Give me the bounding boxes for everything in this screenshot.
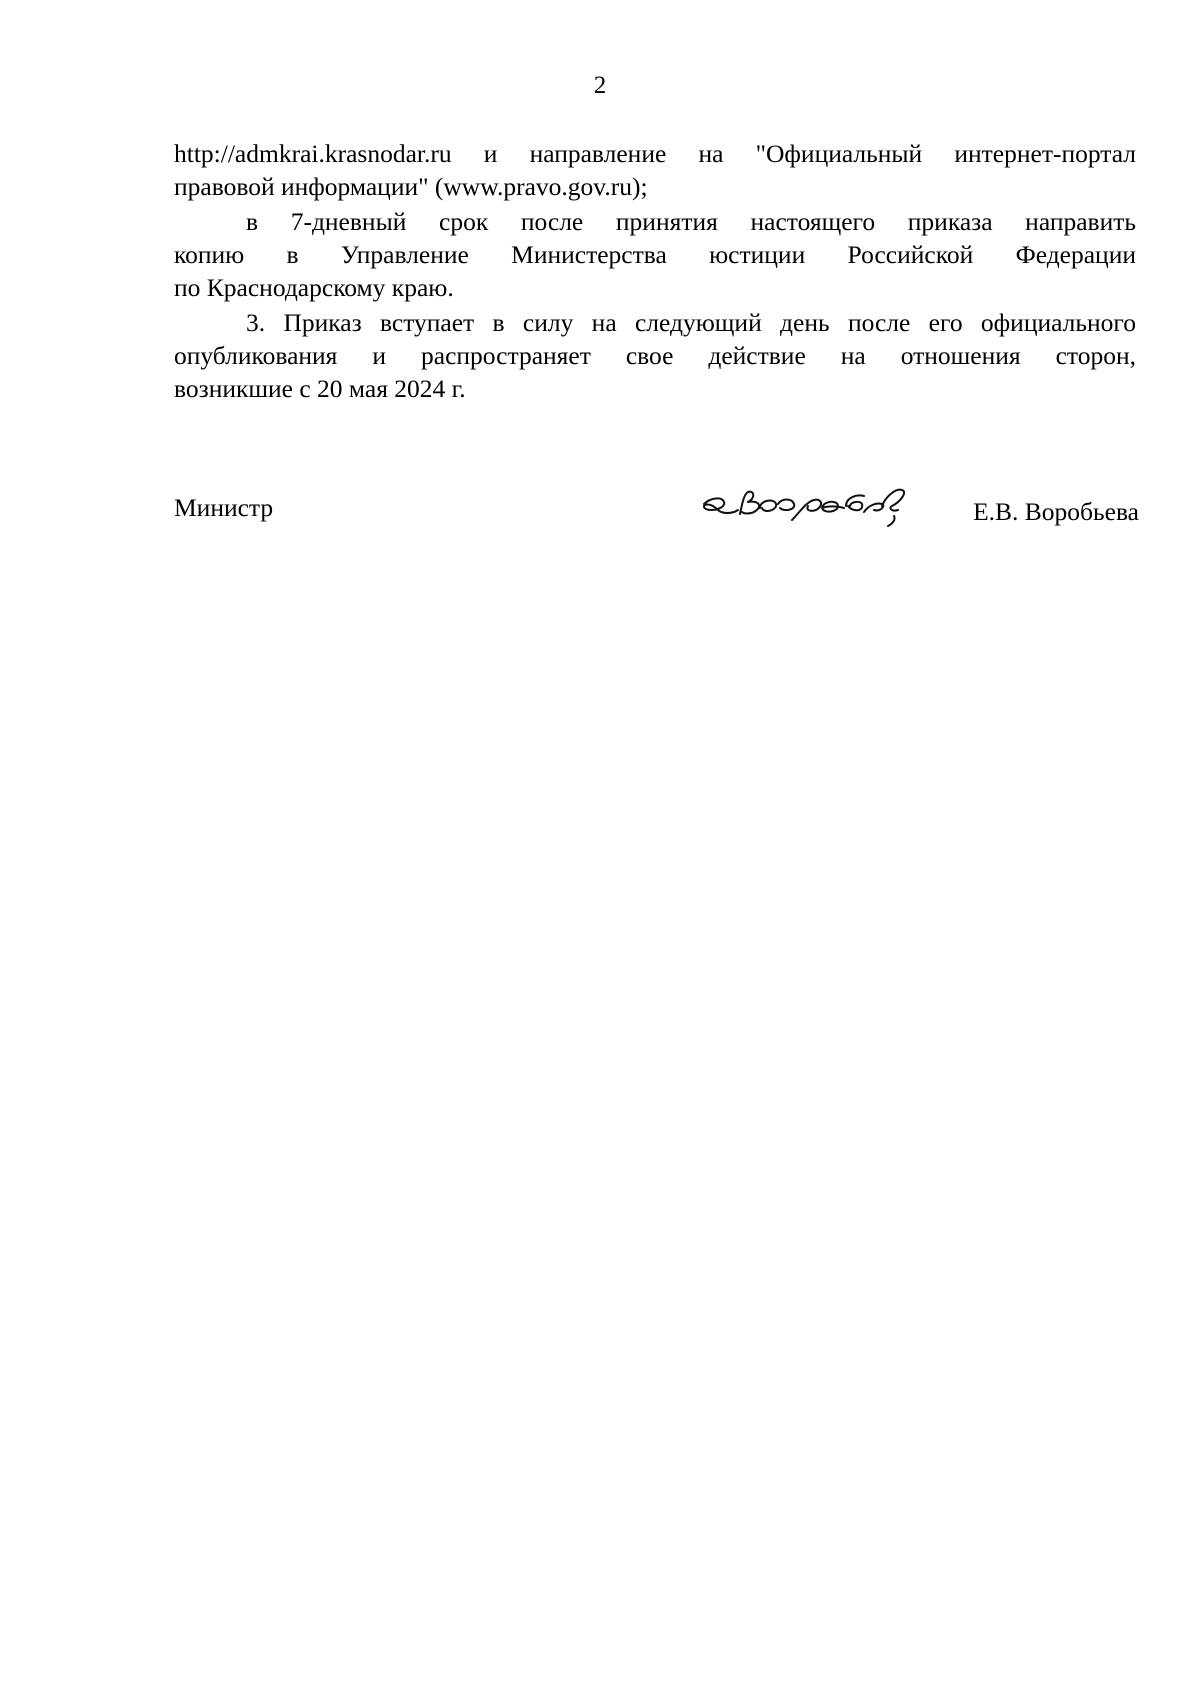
text-line: опубликования и распространяет свое действие на отношения сторон,: [174, 341, 1136, 370]
text-line: по Краснодарскому краю.: [174, 273, 454, 302]
document-body: [174, 137, 1136, 407]
signature-block: [174, 476, 1139, 536]
text-line: правовой информации" (www.pravo.gov.ru);: [174, 172, 648, 201]
text-line: копию в Управление Министерства юстиции Российской Федерации: [174, 240, 1136, 269]
page-number: 2: [593, 72, 607, 99]
paragraph-publication: [174, 137, 1136, 203]
text-line: 3. Приказ вступает в силу на следующий день после его официального: [246, 308, 1136, 337]
paragraph-ministry-copy: [174, 205, 1136, 304]
text-line: в 7-дневный срок после принятия настоящего приказа направить: [246, 207, 1136, 236]
signer-name: Е.В. Воробьева: [973, 497, 1139, 526]
text-line: http://admkrai.krasnodar.ru и направление на "Официальный интернет-портал: [174, 139, 1136, 168]
text-line: возникшие с 20 мая 2024 г.: [174, 374, 466, 403]
handwritten-signature: [696, 476, 916, 532]
paragraph-entry-into-force: [174, 306, 1136, 405]
signer-position: Министр: [174, 493, 274, 522]
